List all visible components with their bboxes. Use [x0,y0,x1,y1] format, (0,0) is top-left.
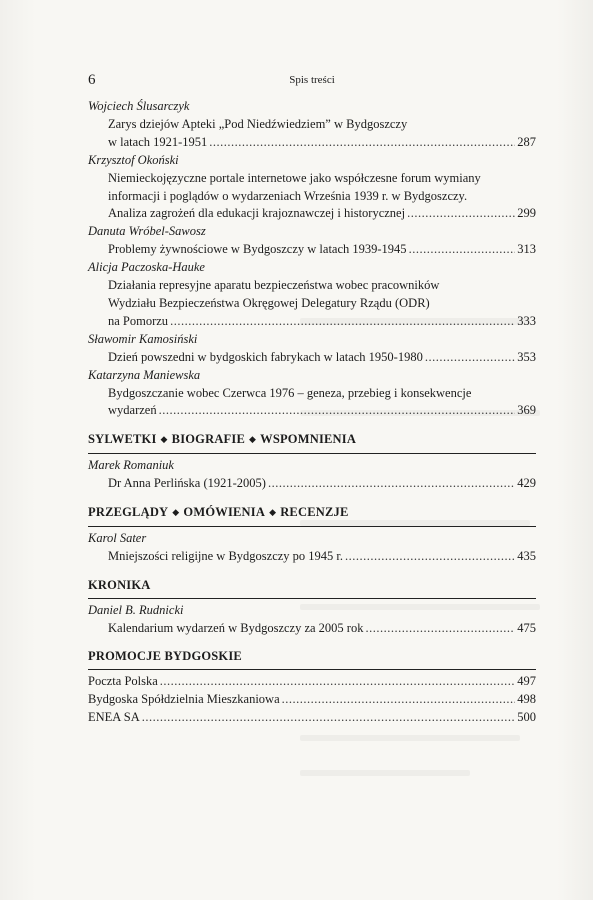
running-title: Spis treści [289,74,335,86]
entry-page-number: 333 [517,313,536,328]
entry-author: Sławomir Kamosiński [88,331,198,346]
entry-title-last-line [88,548,536,566]
dot-leader [282,691,516,709]
entry-title-last-line [88,205,536,223]
toc-entry [88,152,558,224]
dot-leader [365,620,515,638]
section-heading-sylwetki [88,431,558,450]
toc-entry [88,367,558,421]
dot-leader [407,205,515,223]
entry-page-number: 353 [517,349,536,364]
section-heading-kronika: KRONIKA [88,577,151,592]
section-heading-part: RECENZJE [280,505,349,520]
page-header [88,72,536,92]
diamond-separator-icon: ◆ [269,507,277,518]
section-heading-przeglady [88,504,558,523]
toc-entry [88,98,558,152]
toc-entry [88,331,558,367]
entry-title-end: na Pomorzu [108,313,169,328]
entry-title-last-line [88,402,536,420]
promo-item [88,673,536,691]
entry-title-line: Wydziału Bezpieczeństwa Okręgowej Delegatury Rządu (ODR) [108,295,430,310]
entry-title-last-line [88,313,536,331]
entry-author: Daniel B. Rudnicki [88,602,184,617]
promo-item-label: Poczta Polska [88,674,158,689]
entry-title-end: wydarzeń [108,403,157,418]
promo-item [88,691,536,709]
section-heading-promocje: PROMOCJE BYDGOSKIE [88,649,242,664]
entry-author: Marek Romaniuk [88,458,174,473]
entry-author: Danuta Wróbel-Sawosz [88,224,206,239]
dot-leader [159,402,516,420]
dot-leader [425,349,515,367]
dot-leader [409,241,516,259]
entry-page-number: 287 [517,134,536,149]
entry-title-end: Dr Anna Perlińska (1921-2005) [108,476,266,491]
section-heading-part: BIOGRAFIE [171,432,245,447]
diamond-separator-icon: ◆ [160,434,168,445]
table-of-contents [88,98,558,727]
toc-entry [88,530,558,566]
entry-title-last-line [88,241,536,259]
entry-title-end: Problemy żywnościowe w Bydgoszczy w latach 1939-1945 [108,242,407,257]
entry-author: Wojciech Ślusarczyk [88,99,190,113]
section-heading-part: WSPOMNIENIA [260,432,357,447]
dot-leader [160,673,515,691]
section-heading-part: PRZEGLĄDY [88,505,169,520]
dot-leader [345,548,515,566]
entry-title-last-line [88,475,536,493]
entry-author: Karol Sater [88,530,147,545]
toc-entry [88,602,558,638]
dot-leader [209,134,515,152]
entry-title-line: Działania represyjne aparatu bezpieczeństwa wobec pracowników [108,278,440,293]
section-rule [88,669,536,670]
entry-title-last-line [88,620,536,638]
promo-item-label: ENEA SA [88,710,140,725]
dot-leader [268,475,515,493]
entry-title-end: Mniejszości religijne w Bydgoszczy po 1945 r. [108,548,344,563]
section-heading-part: OMÓWIENIA [183,505,266,520]
section-rule [88,526,536,527]
promo-item-label: Bydgoska Spółdzielnia Mieszkaniowa [88,692,280,707]
section-rule [88,598,536,599]
entry-title-end: Dzień powszedni w bydgoskich fabrykach w latach 1950-1980 [108,349,423,364]
entry-title-last-line [88,134,536,152]
dot-leader [170,313,515,331]
entry-title-line: Niemieckojęzyczne portale internetowe jako współczesne forum wymiany [108,170,481,185]
entry-page-number: 497 [517,674,536,689]
section-heading-part: SYLWETKI [88,432,157,447]
toc-entry [88,223,558,259]
toc-entry [88,259,558,331]
entry-page-number: 498 [517,692,536,707]
entry-title-end: Kalendarium wydarzeń w Bydgoszczy za 2005 rok [108,620,364,635]
entry-page-number: 500 [517,710,536,725]
entry-author: Krzysztof Okoński [88,152,179,167]
entry-page-number: 475 [517,620,536,635]
entry-title-end: w latach 1921-1951 [108,134,208,149]
promo-item [88,709,536,727]
entry-title-line: Zarys dziejów Apteki „Pod Niedźwiedziem” w Bydgoszczy [108,116,408,131]
page-number: 6 [88,72,96,88]
entry-title-line: Bydgoszczanie wobec Czerwca 1976 – geneza, przebieg i konsekwencje [108,385,472,400]
entry-page-number: 429 [517,476,536,491]
entry-title-end: Analiza zagrożeń dla edukacji krajoznawczej i historycznej [108,206,406,221]
diamond-separator-icon: ◆ [172,507,180,518]
entry-author: Alicja Paczoska-Hauke [88,260,205,275]
entry-page-number: 435 [517,548,536,563]
dot-leader [142,709,516,727]
entry-title-last-line [88,349,536,367]
entry-page-number: 299 [517,206,536,221]
entry-title-line: informacji i poglądów o wydarzeniach Września 1939 r. w Bydgoszczy. [108,188,468,203]
entry-page-number: 313 [517,242,536,257]
entry-author: Katarzyna Maniewska [88,367,201,382]
section-rule [88,453,536,454]
toc-entry [88,457,558,493]
entry-page-number: 369 [517,403,536,418]
diamond-separator-icon: ◆ [249,434,257,445]
